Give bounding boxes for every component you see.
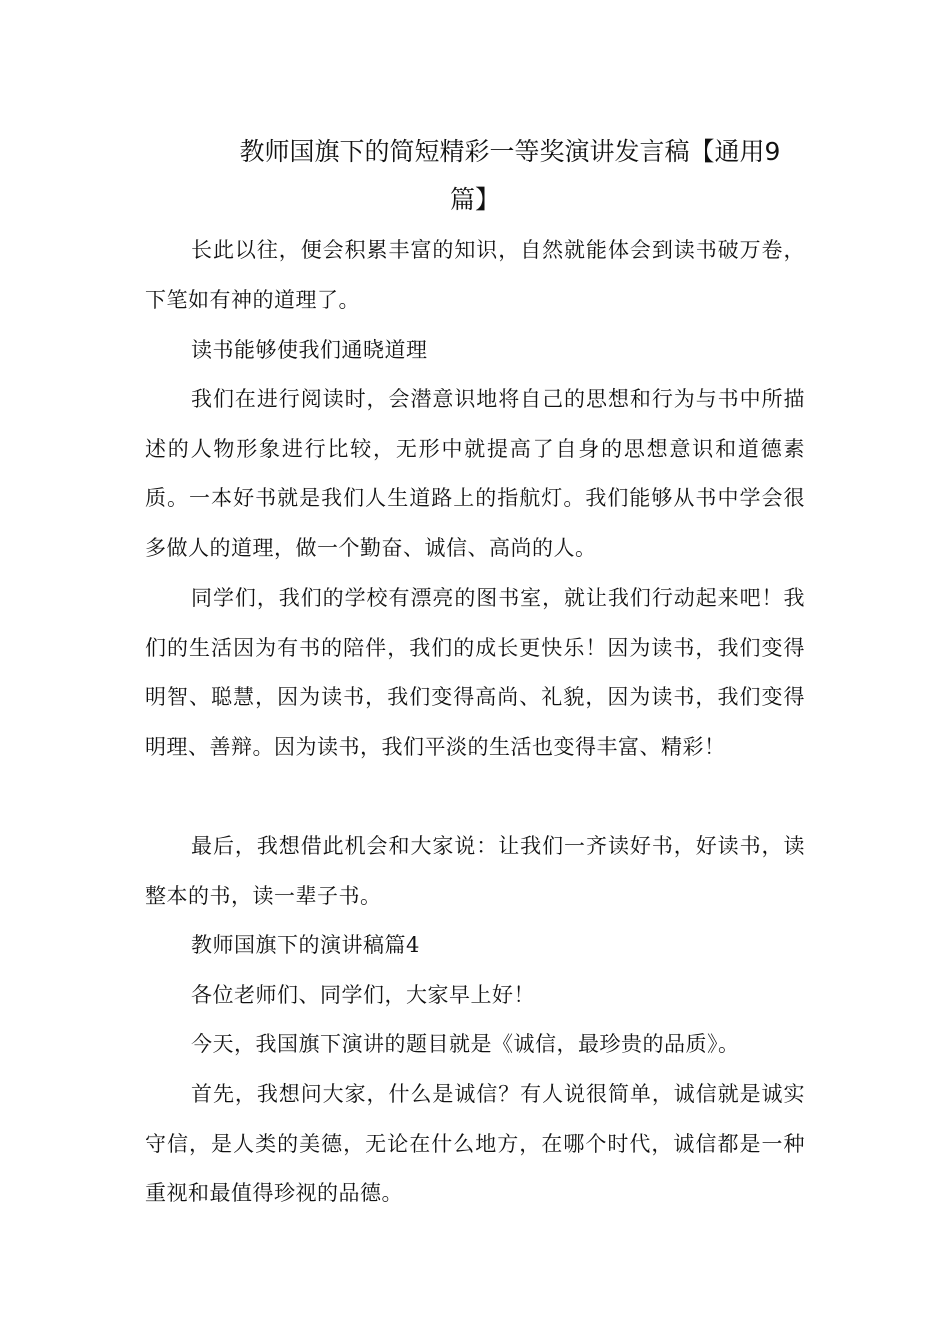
paragraph-closing: 最后，我想借此机会和大家说：让我们一齐读好书，好读书，读整本的书，读一辈子书。 <box>145 834 805 908</box>
section-heading-speech-4: 教师国旗下的演讲稿篇4 <box>191 933 420 957</box>
section-heading-reading-reason: 读书能够使我们通晓道理 <box>191 338 428 362</box>
paragraph-greeting: 各位老师们、同学们，大家早上好！ <box>191 983 535 1007</box>
paragraph-speech-topic: 今天，我国旗下演讲的题目就是《诚信，最珍贵的品质》。 <box>191 1032 740 1056</box>
paragraph-library-call: 同学们，我们的学校有漂亮的图书室，就让我们行动起来吧！我们的生活因为有书的陪伴，我们的成长更快乐！因为读书，我们变得明智、聪慧，因为读书，我们变得高尚、礼貌，因为读书，我们变得明理、善辩。因为读书，我们平淡的生活也变得丰富、精彩！ <box>145 586 805 760</box>
paragraph-accumulate-knowledge: 长此以往，便会积累丰富的知识，自然就能体会到读书破万卷，下笔如有神的道理了。 <box>145 238 805 312</box>
paragraph-what-is-integrity: 首先，我想问大家，什么是诚信？有人说很简单，诚信就是诚实守信，是人类的美德，无论在什么地方，在哪个时代，诚信都是一种重视和最值得珍视的品德。 <box>145 1082 805 1206</box>
document-title-line-1: 教师国旗下的简短精彩一等奖演讲发言稿【通用9 <box>239 137 781 166</box>
document-title-line-2: 篇】 <box>449 185 500 214</box>
paragraph-reading-compare: 我们在进行阅读时，会潜意识地将自己的思想和行为与书中所描述的人物形象进行比较，无形中就提高了自身的思想意识和道德素质。一本好书就是我们人生道路上的指航灯。我们能够从书中学会很多做人的道理，做一个勤奋、诚信、高尚的人。 <box>145 387 805 561</box>
